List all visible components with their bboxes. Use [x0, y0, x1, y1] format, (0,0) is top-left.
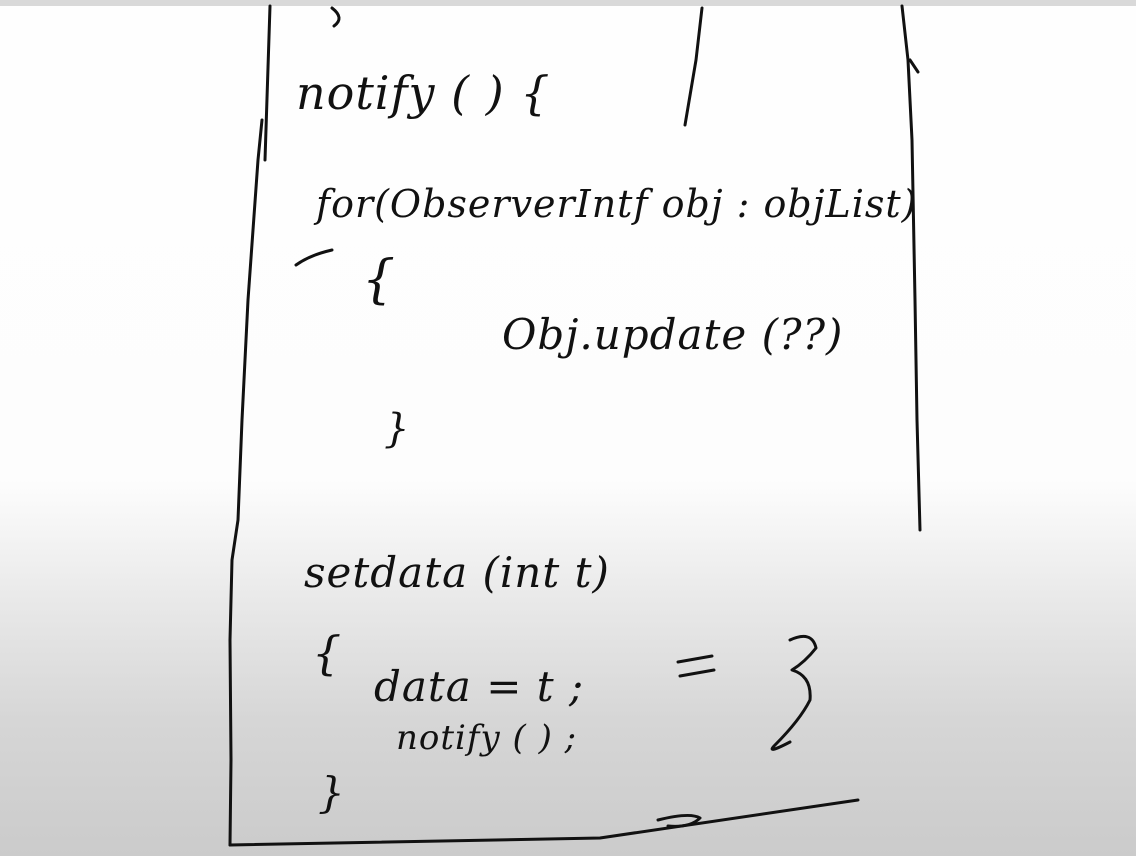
right-tick	[910, 60, 918, 72]
close-brace-2: }	[318, 768, 346, 817]
equals-mark	[678, 656, 714, 676]
assign-data-line: data = t ;	[374, 662, 585, 711]
right-curly-brace	[772, 636, 816, 749]
box-right-edge	[902, 6, 920, 530]
for-loop-arrow	[296, 250, 332, 265]
update-call-line: Obj.update (??)	[502, 310, 844, 359]
for-loop-line: for(ObserverIntf obj : objList)	[316, 182, 918, 226]
notify-call-line: notify ( ) ;	[396, 718, 578, 758]
open-brace-2: {	[312, 626, 343, 680]
inner-vertical-line	[685, 8, 702, 125]
close-brace-1: }	[384, 406, 411, 452]
top-hook-stroke	[332, 8, 339, 26]
notify-method-header: notify ( ) {	[296, 66, 551, 120]
open-brace-1: {	[362, 250, 397, 310]
box-left-edge	[230, 6, 270, 845]
setdata-method-header: setdata (int t)	[304, 548, 610, 597]
